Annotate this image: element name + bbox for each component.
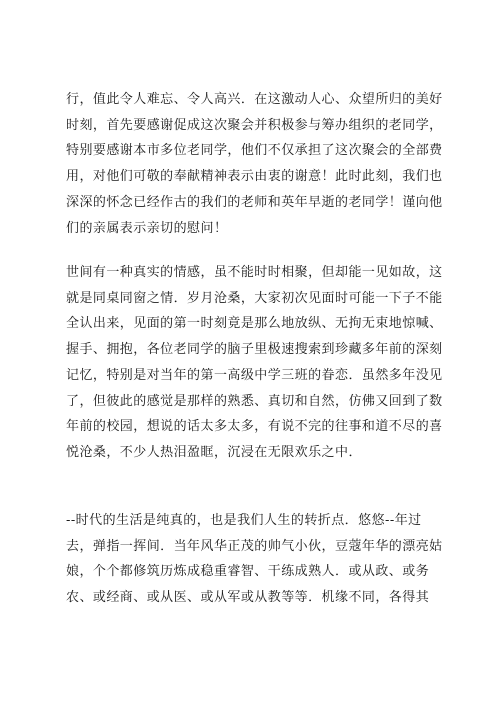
text-line: 去，弹指一挥间．当年风华正茂的帅气小伙，豆蔻年华的漂亮姑 bbox=[66, 538, 443, 554]
text-line: --时代的生活是纯真的，也是我们人生的转折点．悠悠--年过 bbox=[66, 513, 422, 528]
text-line: 世间有一种真实的情感，虽不能时时相聚，但却能一见如故，这 bbox=[66, 265, 443, 280]
text-line: 了，但彼此的感觉是那样的熟悉、真切和自然，仿佛又回到了数 bbox=[66, 393, 443, 409]
paragraph-2 bbox=[66, 260, 443, 466]
text-line: 就是同桌同窗之情．岁月沧桑，大家初次见面时可能一下子不能 bbox=[66, 290, 443, 306]
text-line: 全认出来，见面的第一时刻竟是那么地放纵、无拘无束地惊喊、 bbox=[66, 316, 443, 332]
text-line: 记忆，特别是对当年的第一高级中学三班的眷恋．虽然多年没见 bbox=[66, 367, 443, 383]
text-line: 深深的怀念已经作古的我们的老师和英年早逝的老同学！谨向他 bbox=[66, 194, 443, 210]
paragraph-1 bbox=[66, 87, 443, 241]
text-line: 年前的校园，想说的话太多太多，有说不完的往事和道不尽的喜 bbox=[66, 419, 443, 435]
text-line: 农、或经商、或从医、或从军或从教等等．机缘不同，各得其 bbox=[66, 590, 430, 606]
text-line: 用，对他们可敬的奉献精神表示由衷的谢意！此时此刻，我们也 bbox=[66, 169, 443, 185]
text-line: 特别要感谢本市多位老同学，他们不仅承担了这次聚会的全部费 bbox=[66, 143, 443, 159]
text-line: 娘，个个都修筑历炼成稳重睿智、干练成熟人．或从政、或务 bbox=[66, 564, 430, 580]
paragraph-3 bbox=[66, 508, 443, 611]
text-line: 时刻，首先要感谢促成这次聚会并积极参与筹办组织的老同学， bbox=[66, 117, 443, 133]
text-line: 们的亲属表示亲切的慰问！ bbox=[66, 220, 228, 236]
text-line: 握手、拥抱，各位老同学的脑子里极速搜索到珍藏多年前的深刻 bbox=[66, 342, 443, 358]
text-line: 悦沧桑，不少人热泪盈眶，沉浸在无限欢乐之中． bbox=[66, 444, 362, 460]
text-line: 行，值此令人难忘、令人高兴．在这激动人心、众望所归的美好 bbox=[66, 92, 443, 107]
